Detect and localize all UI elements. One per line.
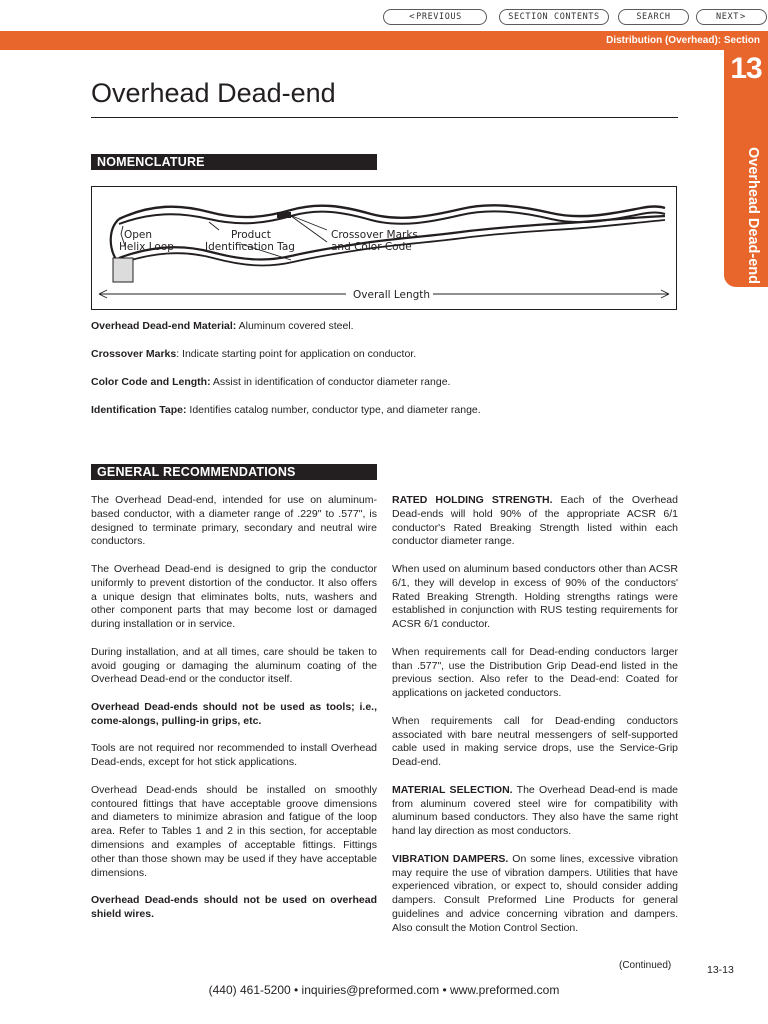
section-number: 13	[730, 52, 762, 85]
left-column	[91, 494, 377, 936]
nomenclature-heading: NOMENCLATURE	[91, 154, 377, 170]
page-number: 13-13	[707, 964, 734, 976]
paragraph: Overhead Dead-ends should be installed on smoothly contoured fittings that have acceptable groove dimensions and diameters to minimize abrasion and fatigue of the loop area. Refer to Tables 1 and 2 in this section, for acceptable dimensions and examples of acceptable fittings. Fittings other than those shown may be used if they have acceptable dimensions.	[91, 783, 377, 879]
definition-color-code: Color Code and Length: Assist in identification of conductor diameter range.	[91, 376, 451, 388]
paragraph: The Overhead Dead-end is designed to grip the conductor uniformly to prevent distortion of the conductor. It also offers a unique design that eliminates bolts, nuts, washers and other component parts that may become lost or damaged during installation or in service.	[91, 562, 377, 631]
paragraph: MATERIAL SELECTION. The Overhead Dead-end is made from aluminum covered steel wire for compatibility with aluminum based conductors. They also have the same right hand lay direction as most conductors.	[392, 783, 678, 838]
warning-paragraph: Overhead Dead-ends should not be used as tools; i.e., come-alongs, pulling-in grips, etc.	[91, 700, 377, 727]
general-recommendations-heading: GENERAL RECOMMENDATIONS	[91, 464, 377, 480]
paragraph: When requirements call for Dead-ending conductors associated with bare neutral messengers of self-supported cable used in making service drops, use the Service-Grip Dead-end.	[392, 714, 678, 769]
paragraph: Tools are not required nor recommended to install Overhead Dead-ends, except for hot stick applications.	[91, 742, 377, 769]
label-crossover-marks: Crossover Marks	[331, 229, 418, 241]
label-open: Open	[124, 229, 153, 241]
definition-material: Overhead Dead-end Material: Aluminum covered steel.	[91, 320, 354, 332]
label-identification-tag: Identification Tag	[205, 241, 295, 253]
paragraph: The Overhead Dead-end, intended for use on aluminum-based conductor, with a diameter range of .229" to .577", is designed to terminate primary, secondary and neutral wire conductors.	[91, 494, 377, 548]
continued-note: (Continued)	[619, 960, 672, 971]
label-helix-loop: Helix Loop	[119, 241, 174, 253]
search-button[interactable]: SEARCH	[618, 9, 689, 25]
paragraph: When used on aluminum based conductors other than ACSR 6/1, they will develop in excess of 90% of the conductors' Rated Breaking Strength. Holding strengths ratings were established in conjunction with RUS testing requirements for ACSR 6/1 conductor.	[392, 562, 678, 631]
paragraph: RATED HOLDING STRENGTH. Each of the Overhead Dead-ends will hold 90% of the appropriate ACSR 6/1 conductor's Rated Breaking Strength listed within each conductor diameter range.	[392, 494, 678, 548]
definition-crossover: Crossover Marks: Indicate starting point for application on conductor.	[91, 348, 417, 360]
helix-loop-end	[113, 258, 133, 282]
paragraph: When requirements call for Dead-ending conductors larger than .577", use the Distribution Grip Dead-end listed in the previous section. Also refer to the Dead-end: Coated for applications on jacketed conductors.	[392, 645, 678, 700]
section-contents-button[interactable]: SECTION CONTENTS	[499, 9, 609, 25]
section-label: Distribution (Overhead): Section	[606, 35, 760, 46]
paragraph: VIBRATION DAMPERS. On some lines, excessive vibration may require the use of vibration dampers. Utilities that have experienced vibration, or expect to, should consider adding dampers. Consult Preformed Line Products for general guidelines and advice concerning vibration and dampers. Also consult the Motion Control Section.	[392, 852, 679, 934]
next-button[interactable]: NEXT >	[696, 9, 767, 25]
side-title: Overhead Dead-end	[745, 147, 761, 284]
title-divider	[91, 117, 678, 118]
paragraph: During installation, and at all times, care should be taken to avoid gouging or damaging the aluminum coating of the Overhead Dead-end or the conductor itself.	[91, 645, 377, 686]
side-title-wrapper	[726, 147, 762, 284]
next-arrow-icon: >	[739, 12, 746, 22]
definition-identification-tape: Identification Tape: Identifies catalog number, conductor type, and diameter range.	[91, 404, 481, 416]
label-product: Product	[231, 229, 271, 241]
label-overall-length: Overall Length	[353, 289, 431, 301]
footer-contact: (440) 461-5200 • inquiries@preformed.com • www.preformed.com	[208, 983, 560, 997]
previous-arrow-icon: <	[409, 12, 416, 22]
nomenclature-diagram	[91, 186, 677, 310]
page-title: Overhead Dead-end	[91, 78, 336, 108]
previous-button[interactable]: < PREVIOUS	[383, 9, 487, 25]
right-column	[392, 494, 678, 949]
warning-paragraph: Overhead Dead-ends should not be used on overhead shield wires.	[91, 894, 377, 920]
label-color-code: and Color Code	[331, 241, 412, 253]
